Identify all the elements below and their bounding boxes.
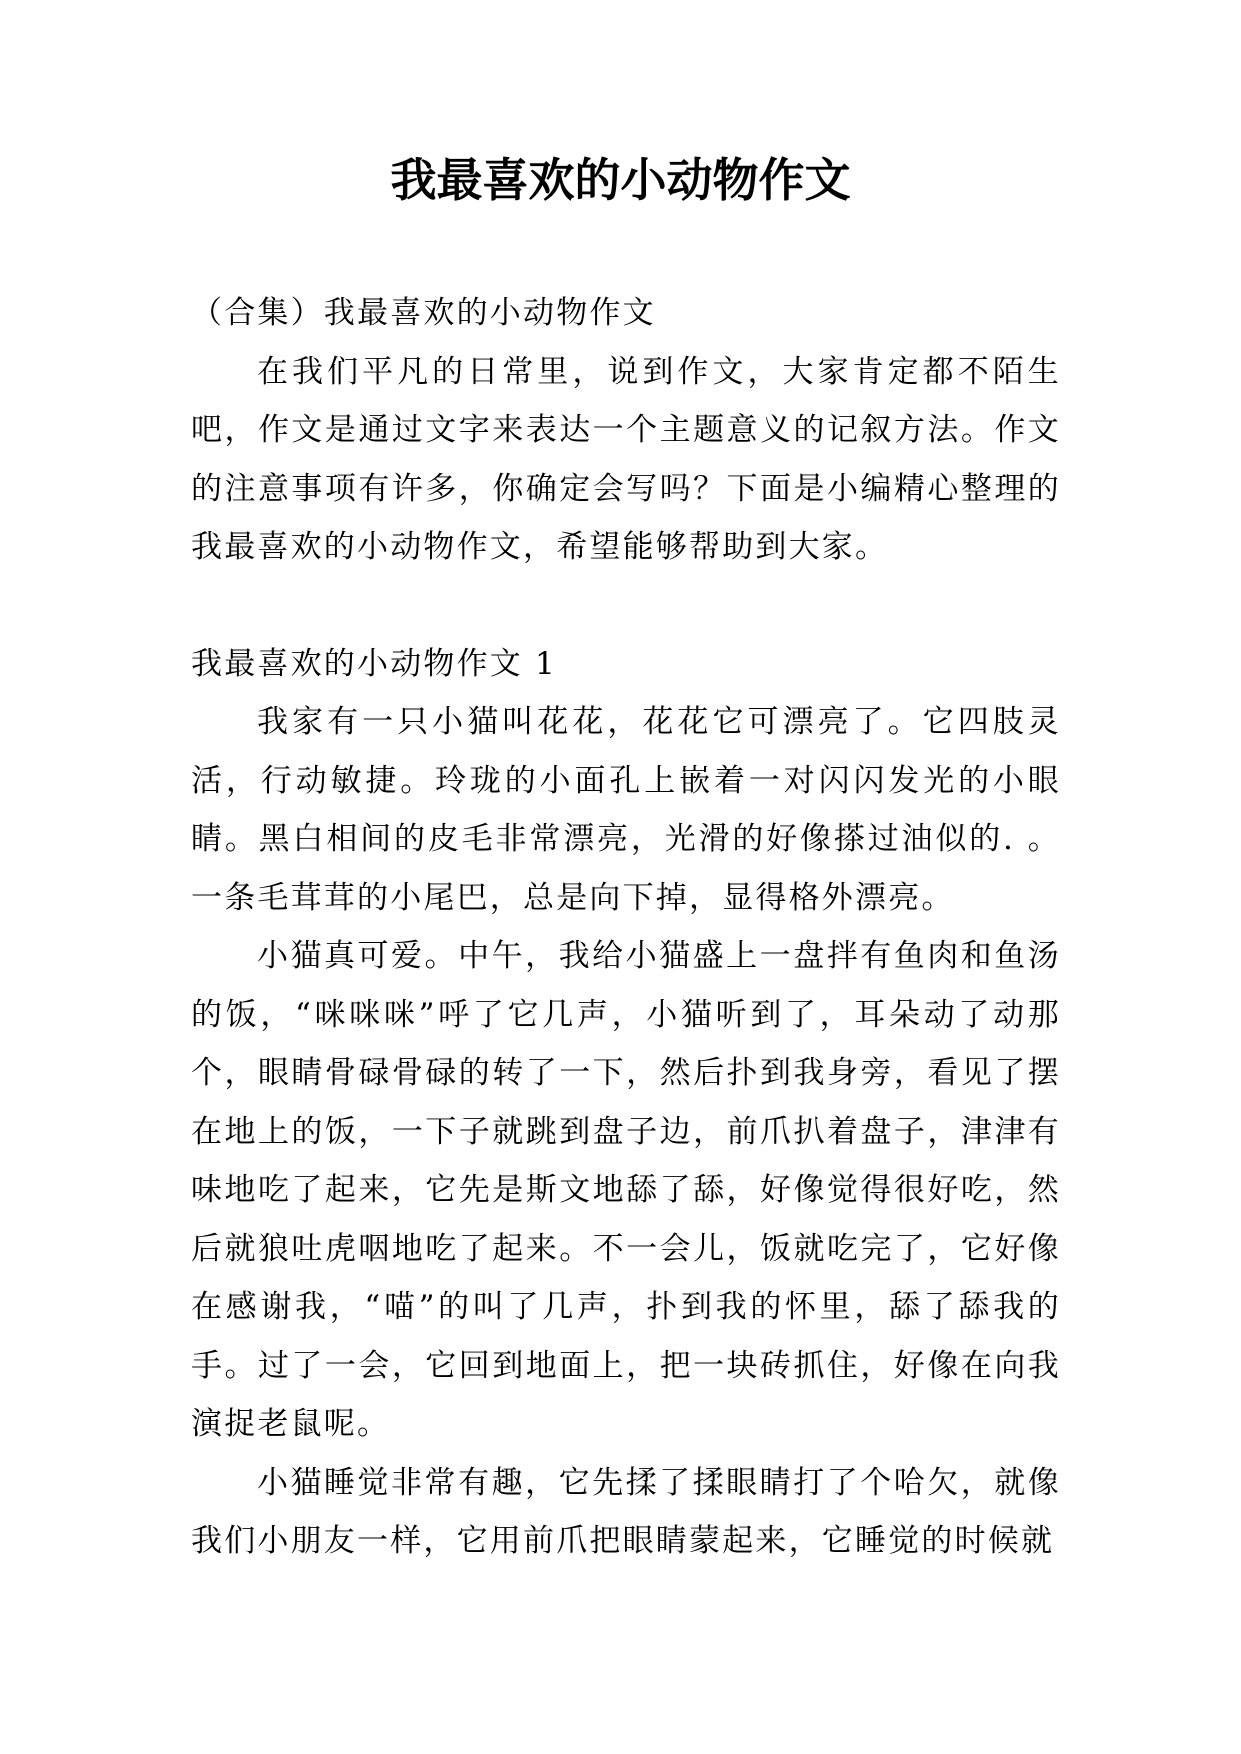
document-body — [191, 284, 1061, 1571]
intro-paragraph: 在我们平凡的日常里，说到作文，大家肯定都不陌生吧，作文是通过文字来表达一个主题意义的记叙方法。作文的注意事项有许多，你确定会写吗？下面是小编精心整理的我最喜欢的小动物作文，希望能够帮助到大家。 — [191, 353, 1061, 565]
section-spacer — [191, 577, 1061, 635]
body-paragraph: 小猫睡觉非常有趣，它先揉了揉眼睛打了个哈欠，就像我们小朋友一样，它用前爪把眼睛蒙起来，它睡觉的时候就 — [191, 1464, 1061, 1559]
body-paragraph: 我家有一只小猫叫花花，花花它可漂亮了。它四肢灵活，行动敏捷。玲珑的小面孔上嵌着一对闪闪发光的小眼睛。黑白相间的皮毛非常漂亮，光滑的好像搽过油似的. 。一条毛茸茸的小尾巴，总是向下掉，显得格外漂亮。 — [191, 704, 1061, 916]
document-title: 我最喜欢的小动物作文 — [390, 153, 851, 207]
section-heading: 我最喜欢的小动物作文 1 — [191, 645, 557, 682]
body-paragraph: 小猫真可爱。中午，我给小猫盛上一盘拌有鱼肉和鱼汤的饭，“咪咪咪”呼了它几声，小猫听到了，耳朵动了动那个，眼睛骨碌骨碌的转了一下，然后扑到我身旁，看见了摆在地上的饭，一下子就跳到盘子边，前爪扒着盘子，津津有味地吃了起来，它先是斯文地舔了舔，好像觉得很好吃，然后就狼吐虎咽地吃了起来。不一会儿，饭就吃完了，它好像在感谢我，“喵”的叫了几声，扑到我的怀里，舔了舔我的手。过了一会，它回到地面上，把一块砖抓住，好像在向我演捉老鼠呢。 — [191, 938, 1061, 1442]
collection-heading: （合集）我最喜欢的小动物作文 — [191, 295, 656, 331]
